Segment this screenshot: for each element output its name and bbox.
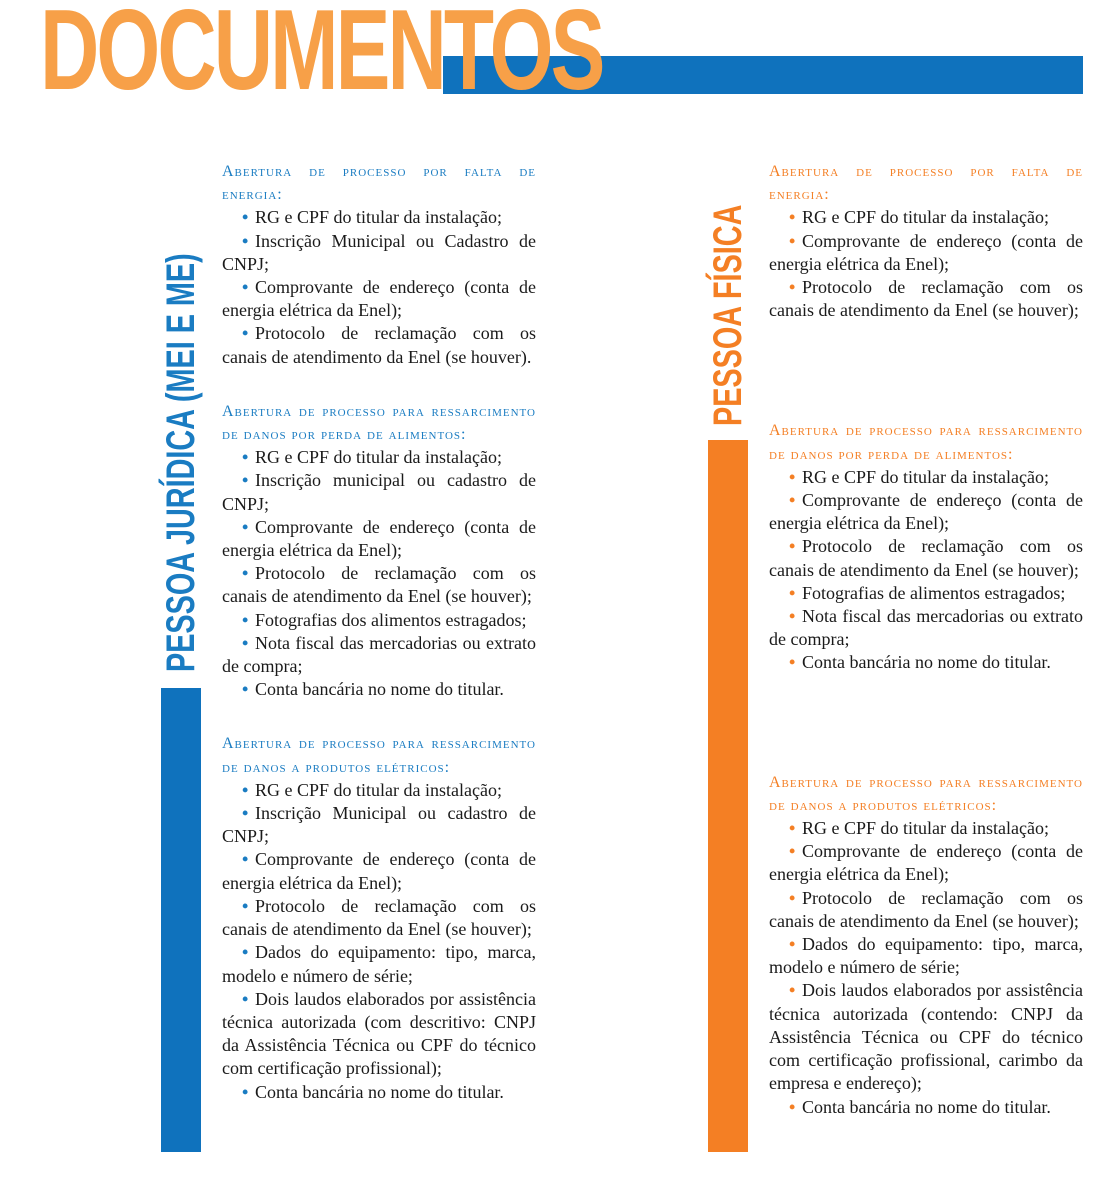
list-item [222,206,536,229]
list-item [769,651,1083,674]
page-title: DOCUMENTOS [40,0,603,114]
list-item [222,848,536,894]
list-item-text: RG e CPF do titular da instalação; [802,466,1049,487]
section-title: Abertura de processo para ressarcimento de danos por perda de alimentos: [222,402,536,444]
list-item [769,840,1083,886]
bullet-icon: • [242,230,249,251]
list-item [222,562,536,608]
document-section [769,419,1083,674]
bullet-icon: • [242,207,249,228]
document-section [222,160,536,369]
bullet-icon: • [242,803,249,824]
list-item [769,933,1083,979]
list-item-text: RG e CPF do titular da instalação; [802,818,1049,839]
bullet-icon: • [789,606,796,627]
list-item-text: Comprovante de endereço (conta de energia elétrica da Enel); [769,490,1083,534]
bullet-icon: • [789,207,796,228]
list-item [769,489,1083,535]
list-item-text: RG e CPF do titular da instalação; [255,207,502,228]
list-item [222,1081,536,1104]
list-item-text: Protocolo de reclamação com os canais de atendimento da Enel (se houver); [769,536,1083,580]
bullet-icon: • [242,563,249,584]
bullet-icon: • [789,536,796,557]
bullet-icon: • [789,466,796,487]
bullet-icon: • [789,230,796,251]
list-item-text: Inscrição Municipal ou Cadastro de CNPJ; [222,230,536,274]
list-item [222,802,536,848]
list-item [769,582,1083,605]
bullet-icon: • [789,818,796,839]
list-item [769,230,1083,276]
bullet-icon: • [242,779,249,800]
section-title: Abertura de processo para ressarcimento de danos a produtos elétricos: [222,735,536,776]
right-column [769,160,1083,1119]
list-item-text: Conta bancária no nome do titular. [255,679,504,700]
list-item-text: Conta bancária no nome do titular. [802,652,1051,673]
bullet-icon: • [242,609,249,630]
list-item [222,632,536,678]
bullet-icon: • [242,942,249,963]
list-item [222,322,536,368]
right-side-bar [708,440,748,1152]
document-section [769,771,1083,1119]
section-title: Abertura de processo por falta de energia: [222,163,536,204]
list-item [222,276,536,322]
left-side-label: PESSOA JURÍDICA (MEI E ME) [159,253,203,672]
bullet-icon: • [242,632,249,653]
list-item-text: Nota fiscal das mercadorias ou extrato de compra; [769,606,1083,650]
list-item-text: Conta bancária no nome do titular. [802,1096,1051,1117]
list-item [222,678,536,701]
list-item-text: Dois laudos elaborados por assistência técnica autorizada (com descritivo: CNPJ da Assistência Técnica ou CPF do técnico com certificação profissional); [222,988,536,1079]
bullet-icon: • [789,490,796,511]
bullet-icon: • [242,988,249,1009]
bullet-icon: • [789,277,796,298]
list-item [222,230,536,276]
list-item-text: Comprovante de endereço (conta de energia elétrica da Enel); [222,849,536,893]
list-item-text: RG e CPF do titular da instalação; [255,447,502,468]
bullet-icon: • [789,841,796,862]
bullet-icon: • [242,1081,249,1102]
list-item-text: Inscrição Municipal ou cadastro de CNPJ; [222,803,536,847]
bullet-icon: • [789,934,796,955]
section-title: Abertura de processo por falta de energia: [769,163,1083,204]
list-item [222,779,536,802]
list-item-text: Protocolo de reclamação com os canais de atendimento da Enel (se houver); [222,895,536,940]
list-item-text: Fotografias de alimentos estragados; [802,582,1066,603]
bullet-icon: • [242,516,249,537]
list-item [769,535,1083,581]
list-item [769,817,1083,840]
list-item [222,516,536,562]
list-item-text: Inscrição municipal ou cadastro de CNPJ; [222,470,536,514]
list-item-text: Protocolo de reclamação com os canais de atendimento da Enel (se houver); [222,563,536,607]
bullet-icon: • [789,582,796,603]
list-item [769,887,1083,933]
list-item [222,988,536,1081]
list-item-text: Comprovante de endereço (conta de energia elétrica da Enel); [769,841,1083,885]
list-item [222,446,536,469]
list-item-text: RG e CPF do titular da instalação; [255,779,502,800]
list-item [769,1096,1083,1119]
list-item [769,605,1083,651]
list-item-text: Nota fiscal das mercadorias ou extrato de compra; [222,632,536,677]
bullet-icon: • [789,1096,796,1117]
document-section [222,732,536,1103]
bullet-icon: • [789,652,796,673]
list-item-text: Fotografias dos alimentos estragados; [255,609,527,630]
bullet-icon: • [242,470,249,491]
list-item-text: RG e CPF do titular da instalação; [802,207,1049,228]
list-item-text: Comprovante de endereço (conta de energia elétrica da Enel); [222,277,536,321]
list-item [222,941,536,987]
section-title: Abertura de processo para ressarcimento de danos a produtos elétricos: [769,773,1083,814]
bullet-icon: • [242,447,249,468]
list-item-text: Protocolo de reclamação com os canais de atendimento da Enel (se houver); [769,277,1083,321]
document-section [222,400,536,702]
section-title: Abertura de processo para ressarcimento de danos por perda de alimentos: [769,422,1083,463]
list-item-text: Dados do equipamento: tipo, marca, modelo e número de série; [769,934,1083,978]
list-item [222,469,536,515]
list-item [769,206,1083,229]
list-item-text: Protocolo de reclamação com os canais de atendimento da Enel (se houver); [769,887,1083,931]
bullet-icon: • [242,277,249,298]
left-side-bar [161,688,201,1152]
bullet-icon: • [242,895,249,916]
right-side-label: PESSOA FÍSICA [706,204,750,426]
list-item-text: Comprovante de endereço (conta de energia elétrica da Enel); [222,516,536,561]
bullet-icon: • [789,980,796,1001]
bullet-icon: • [242,849,249,870]
list-item [222,609,536,632]
list-item-text: Dados do equipamento: tipo, marca, modelo e número de série; [222,942,536,986]
list-item [769,979,1083,1095]
list-item-text: Dois laudos elaborados por assistência técnica autorizada (contendo: CNPJ da Assistência Técnica ou CPF do técnico com certificação profissional, carimbo da empresa e endereço); [769,980,1083,1094]
bullet-icon: • [242,323,249,344]
document-section [769,160,1083,322]
bullet-icon: • [789,887,796,908]
list-item-text: Conta bancária no nome do titular. [255,1081,504,1102]
bullet-icon: • [242,679,249,700]
list-item [769,466,1083,489]
left-column [222,160,536,1104]
list-item [769,276,1083,322]
list-item-text: Protocolo de reclamação com os canais de atendimento da Enel (se houver). [222,323,536,367]
list-item [222,895,536,941]
list-item-text: Comprovante de endereço (conta de energia elétrica da Enel); [769,230,1083,274]
